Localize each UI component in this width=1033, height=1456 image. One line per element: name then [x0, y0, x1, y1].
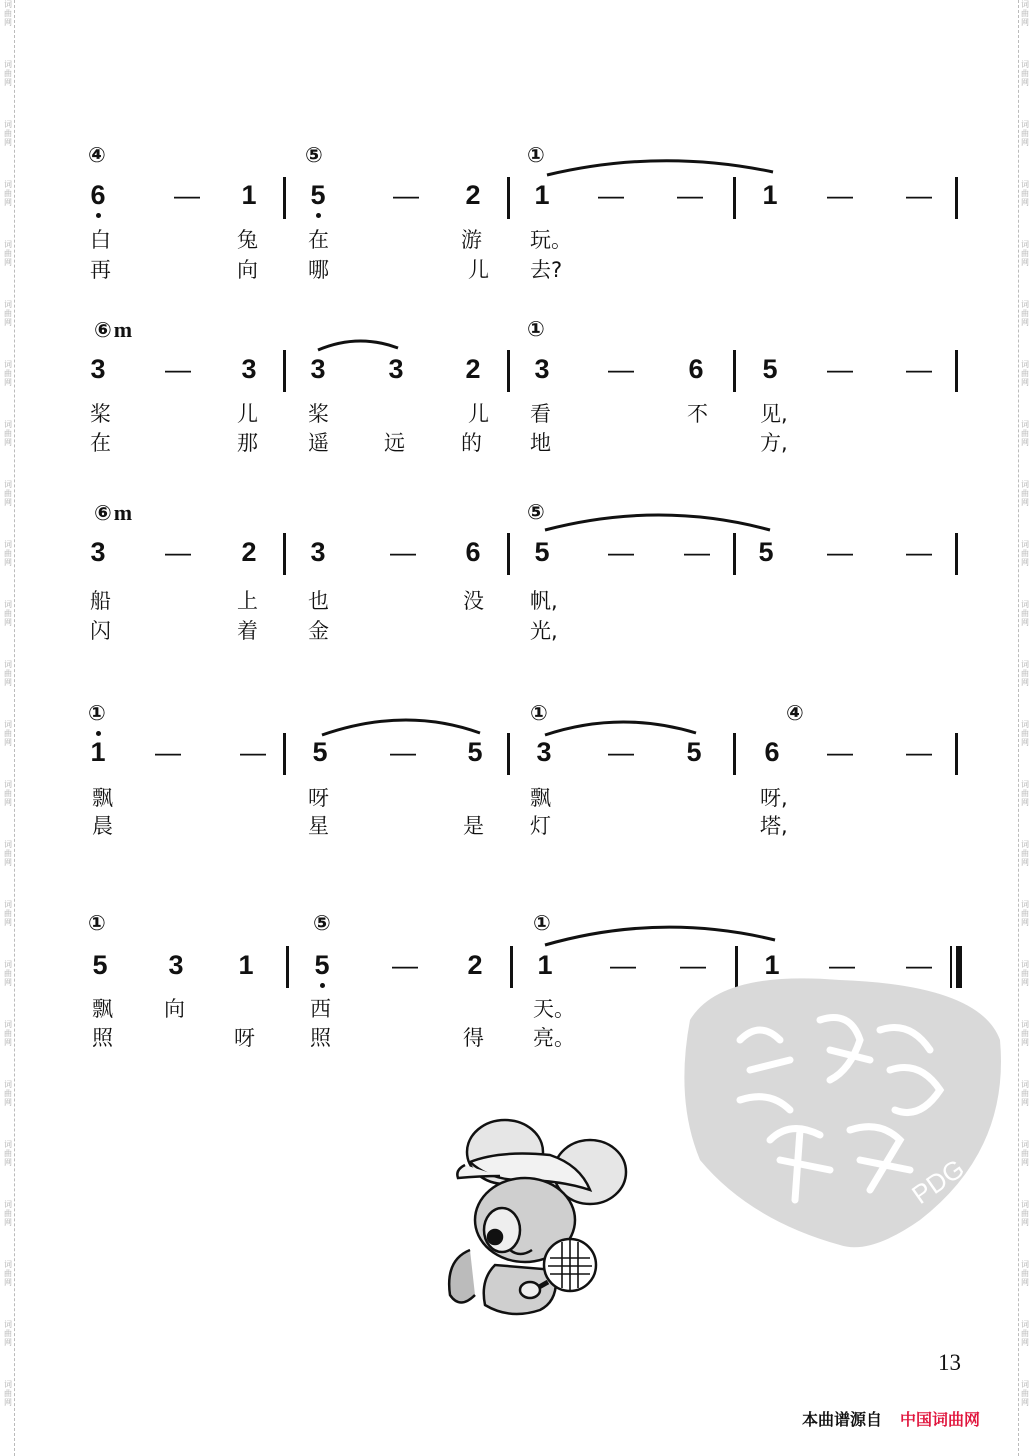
side-watermark-mark: 词 曲 网: [4, 780, 12, 807]
slur-arc: [545, 927, 775, 945]
note: 2: [467, 950, 483, 980]
chord-marker: ④: [786, 701, 804, 725]
lyric: 得: [463, 1026, 484, 1050]
note-dash: —: [684, 537, 710, 567]
side-watermark-mark: 词 曲 网: [4, 1200, 12, 1227]
lyric: 见,: [760, 402, 788, 426]
lyric: 帆,: [530, 589, 558, 613]
side-watermark-mark: 词 曲 网: [4, 60, 12, 87]
footer-source-label: 本曲谱源自: [802, 1410, 883, 1429]
note: 1: [762, 180, 778, 210]
side-watermark-mark: 词 曲 网: [4, 120, 12, 147]
chord-marker: ①: [88, 701, 106, 725]
lyric: 那: [237, 431, 258, 455]
page-number: 13: [938, 1350, 961, 1375]
lyric: 儿: [468, 402, 489, 426]
slur-arc: [322, 720, 480, 735]
lyric: 着: [237, 619, 258, 643]
side-watermark-mark: 词 曲 网: [4, 1020, 12, 1047]
note: 3: [388, 354, 404, 384]
note-dash: —: [598, 180, 624, 210]
side-watermark-mark: 词 曲 网: [1021, 1260, 1029, 1287]
side-watermark-mark: 词 曲 网: [1021, 1080, 1029, 1107]
lyric: 闪: [90, 619, 111, 643]
note: 5: [314, 950, 330, 980]
chord-marker: ①: [530, 701, 548, 725]
side-watermark-mark: 词 曲 网: [1021, 900, 1029, 927]
note: 5: [758, 537, 774, 567]
lyric: 地: [530, 431, 551, 455]
note-dash: —: [906, 180, 932, 210]
lyric: 上: [237, 589, 258, 613]
note-dash: —: [827, 537, 853, 567]
lyric: 光,: [530, 619, 558, 643]
side-watermark-mark: 词 曲 网: [1021, 1020, 1029, 1047]
lyric: 在: [90, 431, 111, 455]
lyric: 兔: [237, 228, 258, 252]
lyric: 遥: [308, 431, 329, 455]
note-dash: —: [608, 537, 634, 567]
note-dash: —: [608, 737, 634, 767]
lyric: 灯: [530, 814, 551, 838]
note: 3: [241, 354, 257, 384]
lyric: 远: [384, 431, 405, 455]
note-dash: —: [610, 950, 636, 980]
side-watermark-mark: 词 曲 网: [4, 1080, 12, 1107]
chord-marker: ①: [533, 911, 551, 935]
note: 3: [168, 950, 184, 980]
note: 2: [465, 180, 481, 210]
side-watermark-mark: 词 曲 网: [1021, 600, 1029, 627]
side-watermark-mark: 词 曲 网: [4, 540, 12, 567]
lyric: 是: [463, 814, 484, 838]
chord-marker: ①: [527, 143, 545, 167]
side-watermark-mark: 词 曲 网: [1021, 300, 1029, 327]
lyric: 船: [90, 589, 111, 613]
lyric: 天。: [533, 997, 575, 1021]
note: 3: [536, 737, 552, 767]
lyric: 飘: [92, 997, 113, 1021]
side-watermark-mark: 词 曲 网: [4, 720, 12, 747]
lyric: 呀: [234, 1026, 255, 1050]
side-watermark-mark: 词 曲 网: [4, 300, 12, 327]
lyric: 照: [310, 1026, 331, 1050]
lyric: 桨: [308, 402, 329, 426]
chord-marker: ④: [88, 143, 106, 167]
seal-stamp-watermark: [680, 960, 1010, 1260]
side-watermark-mark: 词 曲 网: [1021, 120, 1029, 147]
lyric: 白: [90, 228, 111, 252]
note: 1: [537, 950, 553, 980]
side-watermark-mark: 词 曲 网: [4, 600, 12, 627]
side-watermark-mark: 词 曲 网: [4, 240, 12, 267]
note-dash: —: [155, 737, 181, 767]
lyric: 桨: [90, 402, 111, 426]
note: 1: [90, 737, 106, 767]
lyric: 星: [308, 814, 329, 838]
note-dash: —: [906, 354, 932, 384]
note-dash: —: [906, 950, 932, 980]
side-watermark-mark: 词 曲 网: [1021, 780, 1029, 807]
note-dash: —: [392, 950, 418, 980]
lyric: 呀: [308, 786, 329, 810]
note: 5: [534, 537, 550, 567]
note-dash: —: [165, 354, 191, 384]
note: 1: [238, 950, 254, 980]
side-watermark-mark: 词 曲 网: [1021, 60, 1029, 87]
side-watermark-mark: 词 曲 网: [4, 840, 12, 867]
note-dash: —: [906, 537, 932, 567]
side-watermark-mark: 词 曲 网: [1021, 1200, 1029, 1227]
lyric: 晨: [92, 814, 113, 838]
note: 6: [688, 354, 704, 384]
slur-arc: [545, 515, 770, 530]
note-dash: —: [390, 537, 416, 567]
side-watermark-mark: 词 曲 网: [1021, 1320, 1029, 1347]
side-watermark-mark: 词 曲 网: [4, 660, 12, 687]
side-watermark-mark: 词 曲 网: [1021, 720, 1029, 747]
lyric: 看: [530, 402, 551, 426]
side-watermark-mark: 词 曲 网: [4, 180, 12, 207]
side-watermark-mark: 词 曲 网: [4, 1140, 12, 1167]
side-watermark-mark: 词 曲 网: [4, 1260, 12, 1287]
lyric: 照: [92, 1026, 113, 1050]
side-watermark-mark: 词 曲 网: [1021, 660, 1029, 687]
mouse-cartoon-illustration: [440, 1110, 640, 1320]
side-watermark-mark: 词 曲 网: [4, 960, 12, 987]
side-watermark-mark: 词 曲 网: [4, 360, 12, 387]
note: 3: [90, 537, 106, 567]
chord-marker: ⑤: [313, 911, 331, 935]
lyric: 塔,: [760, 814, 788, 838]
note: 3: [534, 354, 550, 384]
lyric: 亮。: [533, 1026, 575, 1050]
lyric: 飘: [92, 786, 113, 810]
chord-marker: ⑤: [305, 143, 323, 167]
note: 3: [310, 537, 326, 567]
side-watermark-mark: 词 曲 网: [1021, 240, 1029, 267]
lyric: 飘: [530, 786, 551, 810]
note: 1: [534, 180, 550, 210]
footer-brand-link[interactable]: 中国词曲网: [900, 1410, 981, 1429]
lyric: 向: [164, 997, 185, 1021]
side-watermark-mark: 词 曲 网: [1021, 540, 1029, 567]
footer-source: [802, 1407, 980, 1430]
lyric: 玩。: [530, 228, 572, 252]
note-dash: —: [240, 737, 266, 767]
side-watermark-mark: 词 曲 网: [1021, 480, 1029, 507]
lyric: 西: [310, 997, 331, 1021]
chord-marker: ①: [88, 911, 106, 935]
note: 5: [467, 737, 483, 767]
lyric: 儿: [468, 258, 489, 282]
side-watermark-mark: 词 曲 网: [1021, 1140, 1029, 1167]
side-watermark-mark: 词 曲 网: [4, 1380, 12, 1407]
chord-marker: ①: [527, 317, 545, 341]
side-watermark-mark: 词 曲 网: [1021, 1380, 1029, 1407]
note-dash: —: [165, 537, 191, 567]
side-watermark-mark: 词 曲 网: [4, 1320, 12, 1347]
side-watermark-mark: 词 曲 网: [1021, 960, 1029, 987]
note: 2: [241, 537, 257, 567]
note: 3: [310, 354, 326, 384]
lyric: 再: [90, 258, 111, 282]
lyric: 儿: [237, 402, 258, 426]
lyric: 金: [308, 619, 329, 643]
lyric: 呀,: [760, 786, 788, 810]
note: 6: [90, 180, 106, 210]
note-dash: —: [680, 950, 706, 980]
note: 6: [764, 737, 780, 767]
note-dash: —: [393, 180, 419, 210]
side-watermark-mark: 词 曲 网: [4, 420, 12, 447]
note: 5: [762, 354, 778, 384]
stamp-text: PDG: [906, 1153, 970, 1210]
note: 6: [465, 537, 481, 567]
lyric: 去?: [530, 258, 563, 282]
lyric: 向: [237, 258, 258, 282]
lyric: 方,: [760, 431, 788, 455]
note-dash: —: [906, 737, 932, 767]
slur-arc: [545, 722, 696, 735]
side-watermark-mark: 词 曲 网: [1021, 420, 1029, 447]
note-dash: —: [174, 180, 200, 210]
side-watermark-mark: 词 曲 网: [4, 0, 12, 27]
slur-arc: [547, 161, 773, 175]
side-watermark-mark: 词 曲 网: [1021, 180, 1029, 207]
chord-marker: ⑥m: [94, 500, 133, 525]
chord-marker: ⑥m: [94, 317, 133, 342]
side-watermark-mark: 词 曲 网: [1021, 0, 1029, 27]
lyric: 哪: [308, 258, 329, 282]
side-watermark-mark: 词 曲 网: [4, 900, 12, 927]
note: 2: [465, 354, 481, 384]
note-dash: —: [608, 354, 634, 384]
note-dash: —: [827, 180, 853, 210]
slur-arc: [318, 341, 398, 350]
lyric: 游: [461, 228, 482, 252]
chord-marker: ⑤: [527, 500, 545, 524]
side-watermark-mark: 词 曲 网: [1021, 840, 1029, 867]
note: 5: [92, 950, 108, 980]
note-dash: —: [827, 737, 853, 767]
note-dash: —: [829, 950, 855, 980]
note-dash: —: [390, 737, 416, 767]
note: 1: [241, 180, 257, 210]
lyric: 也: [308, 589, 329, 613]
note-dash: —: [827, 354, 853, 384]
side-watermark-mark: 词 曲 网: [4, 480, 12, 507]
note: 1: [764, 950, 780, 980]
lyric: 在: [308, 228, 329, 252]
note: 3: [90, 354, 106, 384]
side-watermark-mark: 词 曲 网: [1021, 360, 1029, 387]
lyric: 没: [463, 589, 484, 613]
lyric: 的: [461, 431, 482, 455]
note: 5: [686, 737, 702, 767]
note: 5: [312, 737, 328, 767]
note-dash: —: [677, 180, 703, 210]
note: 5: [310, 180, 326, 210]
lyric: 不: [687, 402, 708, 426]
